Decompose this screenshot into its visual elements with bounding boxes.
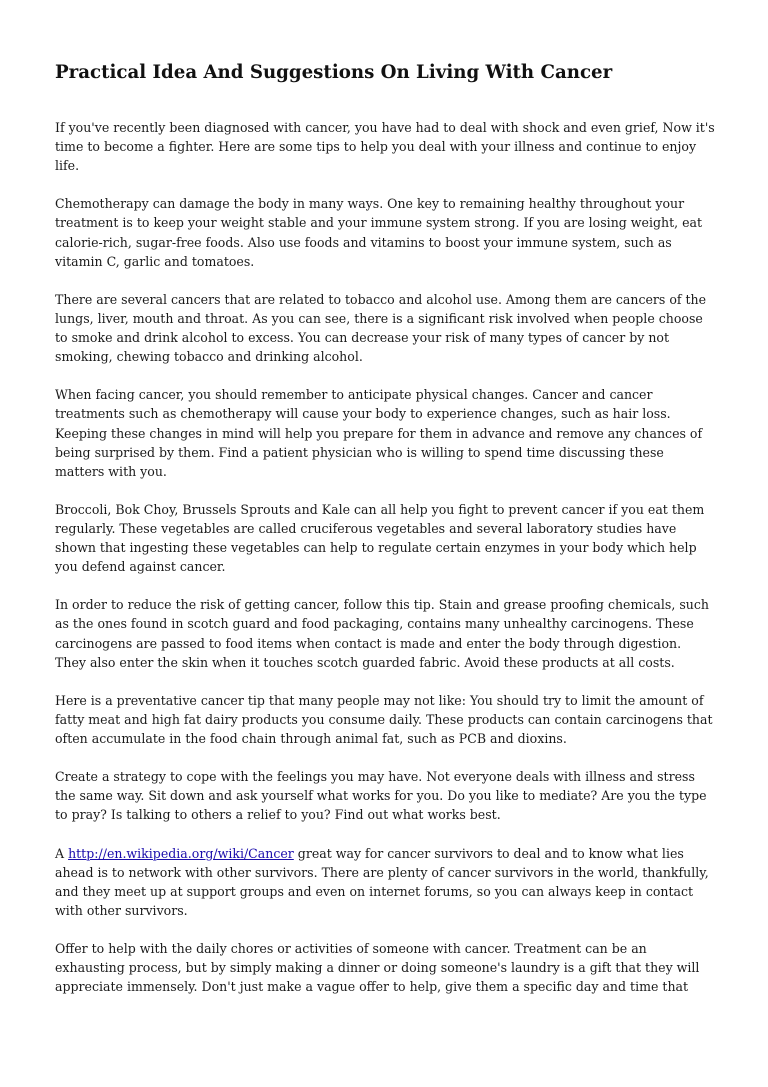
paragraph-intro: If you've recently been diagnosed with cancer, you have had to deal with shock and even grief, Now it's time to become a fighter. Here are some tips to help you deal with your illness and continue to enjoy life. bbox=[55, 120, 715, 174]
document-page bbox=[55, 58, 715, 1015]
paragraph-chemicals: In order to reduce the risk of getting cancer, follow this tip. Stain and grease proofing chemicals, such as the ones found in scotch guard and food packaging, contains many unhealthy carcinogens. These carcinogens are passed to food items when contact is made and enter the body through digestion. They also enter the skin when it touches scotch guarded fabric. Avoid these products at all costs. bbox=[55, 597, 709, 670]
paragraph-chemotherapy: Chemotherapy can damage the body in many ways. One key to remaining healthy throughout your treatment is to keep your weight stable and your immune system strong. If you are losing weight, eat calorie-rich, sugar-free foods. Also use foods and vitamins to boost your immune system, such as vitamin C, garlic and tomatoes. bbox=[55, 196, 703, 269]
paragraph-offer-help: Offer to help with the daily chores or activities of someone with cancer. Treatment can be an exhausting process, but by simply making a dinner or doing someone's laundry is a gift that they will appreciate immensely. Don't just make a vague offer to help, give them a specific day and time that bbox=[55, 941, 700, 995]
paragraph-coping-strategy: Create a strategy to cope with the feelings you may have. Not everyone deals with illness and stress the same way. Sit down and ask yourself what works for you. Do you like to mediate? Are you the type to pray? Is talking to others a relief to you? Find out what works best. bbox=[55, 769, 707, 823]
link-paragraph-suffix: great way for cancer survivors to deal and to know what lies ahead is to network with other survivors. There are plenty of cancer survivors in the world, thankfully, and they meet up at support groups and even on internet forums, so you can always keep in contact with other survivors. bbox=[55, 845, 709, 918]
paragraph-fatty-meat: Here is a preventative cancer tip that many people may not like: You should try to limit the amount of fatty meat and high fat dairy products you consume daily. These products can contain carcinogens that often accumulate in the food chain through animal fat, such as PCB and dioxins. bbox=[55, 692, 713, 746]
paragraph-survivor-network bbox=[55, 844, 715, 920]
wikipedia-cancer-link[interactable]: http://en.wikipedia.org/wiki/Cancer bbox=[68, 845, 294, 861]
paragraph-physical-changes: When facing cancer, you should remember to anticipate physical changes. Cancer and cancer treatments such as chemotherapy will cause your body to experience changes, such as hair loss. Keeping these changes in mind will help you prepare for them in advance and remove any chances of being surprised by them. Find a patient physician who is willing to spend time discussing these matters with you. bbox=[55, 387, 703, 479]
paragraph-tobacco-alcohol: There are several cancers that are related to tobacco and alcohol use. Among them are cancers of the lungs, liver, mouth and throat. As you can see, there is a significant risk involved when people choose to smoke and drink alcohol to excess. You can decrease your risk of many types of cancer by not smoking, chewing tobacco and drinking alcohol. bbox=[55, 291, 707, 365]
paragraph-vegetables: Broccoli, Bok Choy, Brussels Sprouts and Kale can all help you fight to prevent cancer if you eat them regularly. These vegetables are called cruciferous vegetables and several laboratory studies have shown that ingesting these vegetables can help to regulate certain enzymes in your body which help you defend against cancer. bbox=[55, 501, 705, 575]
page-title: Practical Idea And Suggestions On Living With Cancer bbox=[55, 62, 613, 83]
link-paragraph-prefix: A bbox=[55, 845, 69, 861]
